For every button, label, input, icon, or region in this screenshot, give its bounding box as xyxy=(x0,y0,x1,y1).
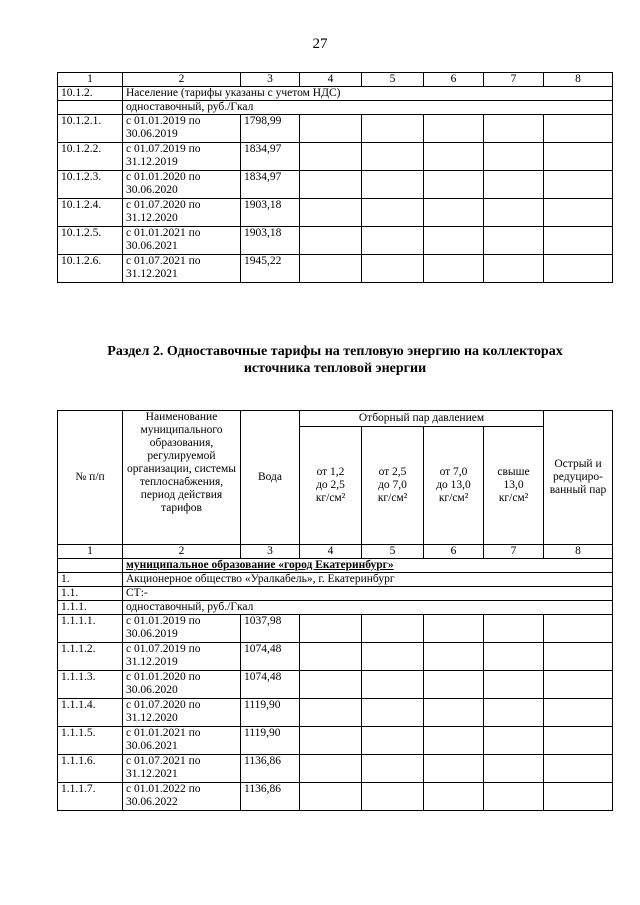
empty-cell xyxy=(300,699,362,727)
empty-cell xyxy=(424,227,484,255)
section-title-line1: Раздел 2. Одноставочные тарифы на тепловую энергию на коллекторах xyxy=(107,344,563,359)
empty-cell xyxy=(300,199,362,227)
empty-cell xyxy=(424,143,484,171)
empty-cell xyxy=(424,171,484,199)
tariff-value: 1834,97 xyxy=(241,143,300,171)
period-start: с 01.07.2020 по xyxy=(126,699,201,711)
empty-cell xyxy=(424,783,484,811)
row-code: 1.1.1.2. xyxy=(58,643,123,671)
empty-cell xyxy=(300,615,362,643)
row-code xyxy=(58,101,123,115)
col-number: 5 xyxy=(362,73,424,87)
empty-cell xyxy=(300,783,362,811)
row-code: 10.1.2. xyxy=(58,87,123,101)
empty-cell xyxy=(300,115,362,143)
row-code: 1.1.1. xyxy=(58,601,123,615)
row-code: 1.1.1.1. xyxy=(58,615,123,643)
period-cell xyxy=(123,115,241,143)
col-number: 3 xyxy=(241,73,300,87)
period-start: с 01.07.2021 по xyxy=(126,255,201,267)
header-text: свыше xyxy=(497,466,530,478)
organization-row xyxy=(58,573,613,587)
section-title-line2: источника тепловой энергии xyxy=(243,361,427,376)
empty-cell xyxy=(424,115,484,143)
period-start: с 01.01.2021 по xyxy=(126,727,201,739)
col-number: 8 xyxy=(544,73,613,87)
period-end: 30.06.2021 xyxy=(126,240,178,252)
period-end: 31.12.2021 xyxy=(126,768,178,780)
period-start: с 01.07.2019 по xyxy=(126,643,201,655)
period-cell xyxy=(123,699,241,727)
table-row xyxy=(58,615,613,643)
empty-cell xyxy=(300,255,362,283)
period-start: с 01.01.2020 по xyxy=(126,671,201,683)
row-code: 10.1.2.2. xyxy=(58,143,123,171)
tariff-value: 1834,97 xyxy=(241,171,300,199)
period-cell xyxy=(123,615,241,643)
empty-cell xyxy=(362,727,424,755)
organization-label: Акционерное общество «Уралкабель», г. Екатеринбург xyxy=(123,573,613,587)
header-text: кг/см² xyxy=(315,492,346,504)
period-cell xyxy=(123,727,241,755)
empty-cell xyxy=(424,727,484,755)
tariff-value: 1945,22 xyxy=(241,255,300,283)
period-end: 31.12.2019 xyxy=(126,656,178,668)
period-start: с 01.01.2019 по xyxy=(126,615,201,627)
empty-cell xyxy=(300,727,362,755)
row-code: 1.1.1.3. xyxy=(58,671,123,699)
group-label: Население (тарифы указаны с учетом НДС) xyxy=(123,87,613,101)
col-number: 7 xyxy=(484,73,544,87)
row-code: 1. xyxy=(58,573,123,587)
header-text: от 7,0 xyxy=(439,466,468,478)
empty-cell xyxy=(362,171,424,199)
empty-cell xyxy=(484,727,544,755)
period-cell xyxy=(123,227,241,255)
col-number: 6 xyxy=(424,73,484,87)
period-start: с 01.01.2020 по xyxy=(126,171,201,183)
header-text: от 1,2 xyxy=(316,466,345,478)
col-number: 6 xyxy=(424,545,484,559)
municipality-row xyxy=(58,559,613,573)
empty-cell xyxy=(544,227,613,255)
empty-cell xyxy=(544,699,613,727)
header-text: от 2,5 xyxy=(378,466,407,478)
row-code: 1.1.1.5. xyxy=(58,727,123,755)
empty-cell xyxy=(424,755,484,783)
table-row xyxy=(58,115,613,143)
table-row xyxy=(58,755,613,783)
header-pressure-3 xyxy=(424,427,484,545)
empty-cell xyxy=(424,199,484,227)
empty-cell xyxy=(544,615,613,643)
col-number: 2 xyxy=(123,73,241,87)
row-code: 10.1.2.5. xyxy=(58,227,123,255)
col-number: 1 xyxy=(58,73,123,87)
empty-cell xyxy=(362,671,424,699)
tariff-value: 1903,18 xyxy=(241,227,300,255)
row-code xyxy=(58,559,123,573)
empty-cell xyxy=(362,115,424,143)
table-row xyxy=(58,783,613,811)
empty-cell xyxy=(544,143,613,171)
period-end: 31.12.2021 xyxy=(126,268,178,280)
col-number: 4 xyxy=(300,545,362,559)
period-end: 30.06.2021 xyxy=(126,740,178,752)
header-text: 13,0 xyxy=(503,479,524,491)
tariff-value: 1136,86 xyxy=(241,755,300,783)
header-text: до 13,0 xyxy=(436,479,471,491)
period-end: 30.06.2020 xyxy=(126,184,178,196)
empty-cell xyxy=(362,643,424,671)
empty-cell xyxy=(484,199,544,227)
col-number: 2 xyxy=(123,545,241,559)
empty-cell xyxy=(544,783,613,811)
col-number: 5 xyxy=(362,545,424,559)
period-cell xyxy=(123,783,241,811)
table-row xyxy=(58,143,613,171)
header-pressure-2 xyxy=(362,427,424,545)
period-end: 31.12.2019 xyxy=(126,156,178,168)
table-row xyxy=(58,671,613,699)
empty-cell xyxy=(484,115,544,143)
period-cell xyxy=(123,643,241,671)
group-row xyxy=(58,87,613,101)
tariff-table-continued xyxy=(57,72,613,283)
empty-cell xyxy=(362,143,424,171)
row-code: 1.1.1.6. xyxy=(58,755,123,783)
header-acute-steam: Острый и редуциро-ванный пар xyxy=(544,411,613,545)
table-row xyxy=(58,699,613,727)
row-code: 10.1.2.6. xyxy=(58,255,123,283)
system-label: СТ:- xyxy=(123,587,613,601)
empty-cell xyxy=(362,255,424,283)
empty-cell xyxy=(362,227,424,255)
empty-cell xyxy=(300,671,362,699)
empty-cell xyxy=(484,171,544,199)
period-cell xyxy=(123,199,241,227)
empty-cell xyxy=(544,643,613,671)
period-start: с 01.07.2019 по xyxy=(126,143,201,155)
empty-cell xyxy=(424,699,484,727)
tariff-value: 1903,18 xyxy=(241,199,300,227)
col-number: 8 xyxy=(544,545,613,559)
period-cell xyxy=(123,143,241,171)
header-water: Вода xyxy=(241,411,300,545)
empty-cell xyxy=(484,783,544,811)
tariff-value: 1119,90 xyxy=(241,699,300,727)
period-cell xyxy=(123,255,241,283)
tariff-value: 1037,98 xyxy=(241,615,300,643)
empty-cell xyxy=(484,671,544,699)
tariff-value: 1136,86 xyxy=(241,783,300,811)
row-code: 10.1.2.1. xyxy=(58,115,123,143)
period-cell xyxy=(123,671,241,699)
period-start: с 01.07.2021 по xyxy=(126,755,201,767)
header-text: кг/см² xyxy=(377,492,408,504)
empty-cell xyxy=(424,643,484,671)
empty-cell xyxy=(300,643,362,671)
header-num: № п/п xyxy=(58,411,123,545)
system-row xyxy=(58,587,613,601)
column-number-row xyxy=(58,545,613,559)
header-text: кг/см² xyxy=(438,492,469,504)
period-end: 30.06.2022 xyxy=(126,796,178,808)
empty-cell xyxy=(300,171,362,199)
col-number: 3 xyxy=(241,545,300,559)
empty-cell xyxy=(300,227,362,255)
header-pressure-1 xyxy=(300,427,362,545)
tariff-type-label: одноставочный, руб./Гкал xyxy=(123,601,613,615)
period-start: с 01.01.2022 по xyxy=(126,783,201,795)
period-end: 31.12.2020 xyxy=(126,712,178,724)
col-number: 7 xyxy=(484,545,544,559)
header-pressure-4 xyxy=(484,427,544,545)
empty-cell xyxy=(544,115,613,143)
table-row xyxy=(58,727,613,755)
empty-cell xyxy=(484,699,544,727)
row-code: 1.1. xyxy=(58,587,123,601)
header-steam-group: Отборный пар давлением xyxy=(300,411,544,427)
empty-cell xyxy=(544,727,613,755)
row-code: 1.1.1.4. xyxy=(58,699,123,727)
table-row xyxy=(58,199,613,227)
empty-cell xyxy=(424,255,484,283)
empty-cell xyxy=(544,671,613,699)
subgroup-label: одноставочный, руб./Гкал xyxy=(123,101,613,115)
empty-cell xyxy=(362,699,424,727)
subgroup-row xyxy=(58,101,613,115)
page-number: 27 xyxy=(312,36,328,52)
tariff-value: 1119,90 xyxy=(241,727,300,755)
row-code: 10.1.2.4. xyxy=(58,199,123,227)
empty-cell xyxy=(484,755,544,783)
empty-cell xyxy=(484,227,544,255)
row-code: 1.1.1.7. xyxy=(58,783,123,811)
table-row xyxy=(58,227,613,255)
empty-cell xyxy=(362,199,424,227)
section-title xyxy=(60,343,610,377)
empty-cell xyxy=(300,755,362,783)
col-number: 1 xyxy=(58,545,123,559)
period-start: с 01.07.2020 по xyxy=(126,199,201,211)
empty-cell xyxy=(362,615,424,643)
period-cell xyxy=(123,171,241,199)
empty-cell xyxy=(544,171,613,199)
period-cell xyxy=(123,755,241,783)
empty-cell xyxy=(424,671,484,699)
period-start: с 01.01.2019 по xyxy=(126,115,201,127)
column-number-row xyxy=(58,73,613,87)
empty-cell xyxy=(362,755,424,783)
period-end: 30.06.2019 xyxy=(126,628,178,640)
empty-cell xyxy=(544,199,613,227)
period-start: с 01.01.2021 по xyxy=(126,227,201,239)
header-text: кг/см² xyxy=(498,492,529,504)
table-row xyxy=(58,643,613,671)
period-end: 31.12.2020 xyxy=(126,212,178,224)
empty-cell xyxy=(362,783,424,811)
table-row xyxy=(58,171,613,199)
empty-cell xyxy=(300,143,362,171)
period-end: 30.06.2020 xyxy=(126,684,178,696)
header-text: до 7,0 xyxy=(378,479,407,491)
municipality-label: муниципальное образование «город Екатеринбург» xyxy=(123,559,613,573)
tariff-value: 1074,48 xyxy=(241,643,300,671)
header-text: до 2,5 xyxy=(316,479,345,491)
empty-cell xyxy=(544,255,613,283)
empty-cell xyxy=(484,143,544,171)
tariff-type-row xyxy=(58,601,613,615)
empty-cell xyxy=(484,615,544,643)
tariff-value: 1798,99 xyxy=(241,115,300,143)
period-end: 30.06.2019 xyxy=(126,128,178,140)
table-row xyxy=(58,255,613,283)
row-code: 10.1.2.3. xyxy=(58,171,123,199)
empty-cell xyxy=(424,615,484,643)
empty-cell xyxy=(484,643,544,671)
header-name: Наименование муниципального образования, регулируемой организации, системы теплоснабжения, период действия тарифов xyxy=(123,411,241,545)
header-row xyxy=(58,411,613,427)
collector-tariff-table xyxy=(57,410,613,811)
col-number: 4 xyxy=(300,73,362,87)
tariff-value: 1074,48 xyxy=(241,671,300,699)
empty-cell xyxy=(484,255,544,283)
empty-cell xyxy=(544,755,613,783)
